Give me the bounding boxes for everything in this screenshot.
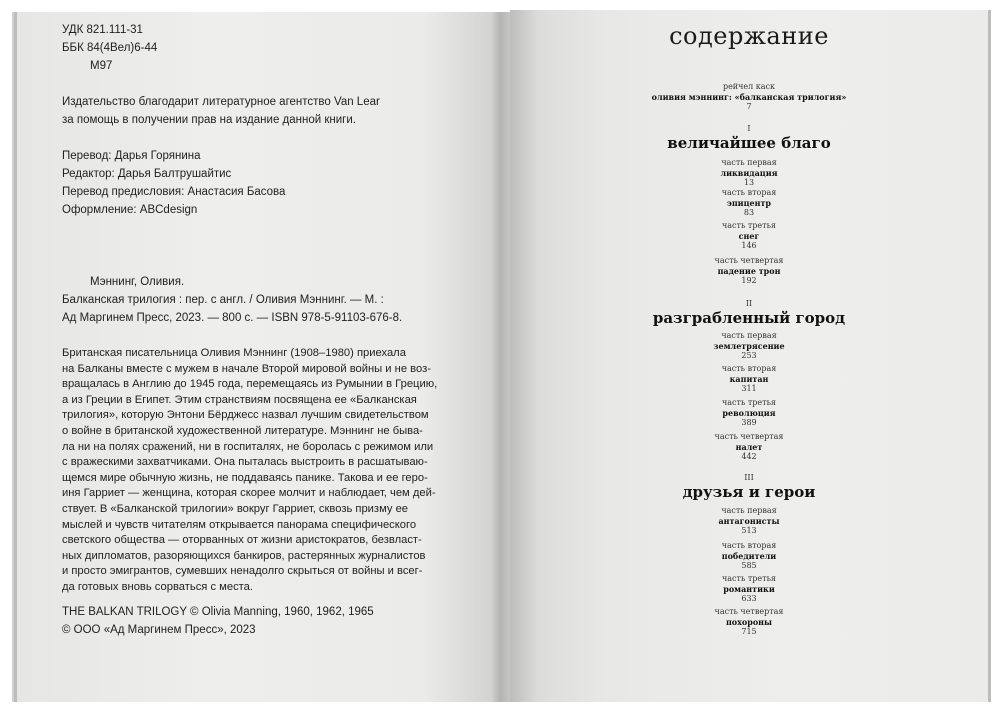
part-name: антагонисты xyxy=(718,516,780,526)
part-page: 633 xyxy=(741,594,757,603)
part-name: налет xyxy=(735,442,763,452)
part-name: капитан xyxy=(729,374,769,384)
credit-preface-translator: Перевод предисловия: Анастасия Басова xyxy=(62,186,286,198)
toc-section xyxy=(510,473,988,501)
annotation-line: светского общества — оторванных от жизни аристократов, безвласт- xyxy=(62,534,422,547)
credit-translator: Перевод: Дарья Горянина xyxy=(62,150,201,162)
part-page: 442 xyxy=(741,452,757,461)
section-title: разграбленный город xyxy=(652,309,846,327)
part-name: ликвидация xyxy=(720,168,778,178)
annotation-line: иня Гарриет — женщина, которая скорее молчит и наблюдает, чем дей- xyxy=(62,487,436,500)
toc-part xyxy=(510,364,988,394)
part-page: 513 xyxy=(741,526,757,535)
toc-part xyxy=(510,158,988,188)
annotation-line: о войне в британской художественной литературе. Мэннинг не быва- xyxy=(62,424,423,437)
part-label: часть первая xyxy=(721,506,777,515)
toc-intro xyxy=(510,82,988,112)
annotation-line: и просто эмигрантов, сумевших ненадолго скрыться от войны и всег- xyxy=(62,565,423,578)
part-page: 253 xyxy=(741,351,757,360)
part-page: 192 xyxy=(741,276,757,285)
part-label: часть вторая xyxy=(721,364,777,373)
part-label: часть первая xyxy=(721,158,777,167)
toc-section xyxy=(510,299,988,327)
part-label: часть вторая xyxy=(721,541,777,550)
toc-part xyxy=(510,221,988,251)
part-page: 389 xyxy=(741,418,757,427)
annotation-line: мыслей и чувств читателям открывается панорама специфического xyxy=(62,518,417,531)
toc-part xyxy=(510,331,988,361)
author-mark: М97 xyxy=(90,60,113,72)
copyright-original: THE BALKAN TRILOGY © Olivia Manning, 1960, 1962, 1965 xyxy=(62,606,374,618)
annotation-line: да готовых вновь сорваться с места. xyxy=(62,580,254,593)
annotation-line: с вражескими захватчиками. Она пыталась выстроить в расшатываю- xyxy=(62,456,428,469)
toc-part xyxy=(510,574,988,604)
part-label: часть третья xyxy=(722,398,776,407)
biblio-author: Мэннинг, Оливия. xyxy=(90,276,185,288)
part-page: 13 xyxy=(743,178,755,187)
part-name: землетрясение xyxy=(713,341,785,351)
part-label: часть третья xyxy=(722,221,776,230)
toc-title: содержание xyxy=(669,22,829,50)
part-name: революция xyxy=(722,408,776,418)
annotation-line: вращалась в Англию до 1945 года, перемещаясь из Румынии в Грецию, xyxy=(62,378,438,391)
book-gutter xyxy=(492,12,510,702)
annotation-line: ствует. В «Балканской трилогии» вокруг Гарриет, сквозь призму ее xyxy=(62,502,409,515)
part-label: часть первая xyxy=(721,331,777,340)
credit-design: Оформление: ABCdesign xyxy=(62,204,198,216)
toc-part xyxy=(510,188,988,218)
toc-part xyxy=(510,506,988,536)
biblio-line: Балканская трилогия : пер. с англ. / Оливия Мэннинг. — М. : xyxy=(62,294,384,306)
annotation-line: на Балканы вместе с мужем в начале Второй мировой войны и не воз- xyxy=(62,362,431,375)
part-name: снег xyxy=(738,231,760,241)
part-page: 146 xyxy=(741,241,757,250)
thanks-line: за помощь в получении прав на издание данной книги. xyxy=(62,114,356,126)
udk-code: УДК 821.111-31 xyxy=(62,24,143,36)
part-label: часть четвертая xyxy=(714,256,784,265)
toc-section xyxy=(510,124,988,152)
part-page: 83 xyxy=(743,208,755,217)
toc-part xyxy=(510,607,988,637)
bbk-code: ББК 84(4Вел)6-44 xyxy=(62,42,158,54)
section-number: III xyxy=(744,473,754,482)
part-label: часть вторая xyxy=(721,188,777,197)
section-title: величайшее благо xyxy=(667,134,831,152)
annotation-line: щемся мире обычную жизнь, не поддаваясь панике. Такова и ее геро- xyxy=(62,471,428,484)
part-page: 715 xyxy=(741,627,757,636)
part-label: часть третья xyxy=(722,574,776,583)
part-page: 311 xyxy=(741,384,757,393)
toc-part xyxy=(510,432,988,462)
part-name: эпицентр xyxy=(726,198,772,208)
annotation-line: трилогия», которую Энтони Бёрджесс назвал лучшим свидетельством xyxy=(62,409,429,422)
toc-part xyxy=(510,398,988,428)
toc-intro-author: рейчел каск xyxy=(722,82,776,91)
section-title: друзья и герои xyxy=(682,483,816,501)
part-page: 585 xyxy=(741,561,757,570)
annotation-line: а из Греции в Египет. Этим странствиям посвящена ее «Балканская xyxy=(62,393,417,406)
part-name: падение трон xyxy=(717,266,781,276)
toc-part xyxy=(510,256,988,286)
annotation-line: Британская писательница Оливия Мэннинг (1908–1980) приехала xyxy=(62,347,406,359)
credit-editor: Редактор: Дарья Балтрушайтис xyxy=(62,168,232,180)
section-number: I xyxy=(747,124,751,133)
biblio-line: Ад Маргинем Пресс, 2023. — 800 с. — ISBN 978-5-91103-676-8. xyxy=(62,312,403,324)
part-name: победители xyxy=(721,551,777,561)
thanks-line: Издательство благодарит литературное агентство Van Lear xyxy=(62,96,380,108)
toc-part xyxy=(510,541,988,571)
annotation-line: ных дипломатов, разоряющихся банкиров, растерянных журналистов xyxy=(62,549,426,562)
annotation xyxy=(62,346,437,596)
section-number: II xyxy=(745,299,753,308)
copyright-publisher: © ООО «Ад Маргинем Пресс», 2023 xyxy=(62,624,256,636)
toc-intro-title: оливия мэннинг: «балканская трилогия» xyxy=(651,92,847,102)
toc-intro-page: 7 xyxy=(746,102,752,111)
annotation-line: ла ни на полях сражений, ни в госпиталях, не боролась с режимом или xyxy=(62,440,434,453)
part-name: похороны xyxy=(725,617,773,627)
part-label: часть четвертая xyxy=(714,607,784,616)
part-label: часть четвертая xyxy=(714,432,784,441)
part-name: романтики xyxy=(723,584,775,594)
